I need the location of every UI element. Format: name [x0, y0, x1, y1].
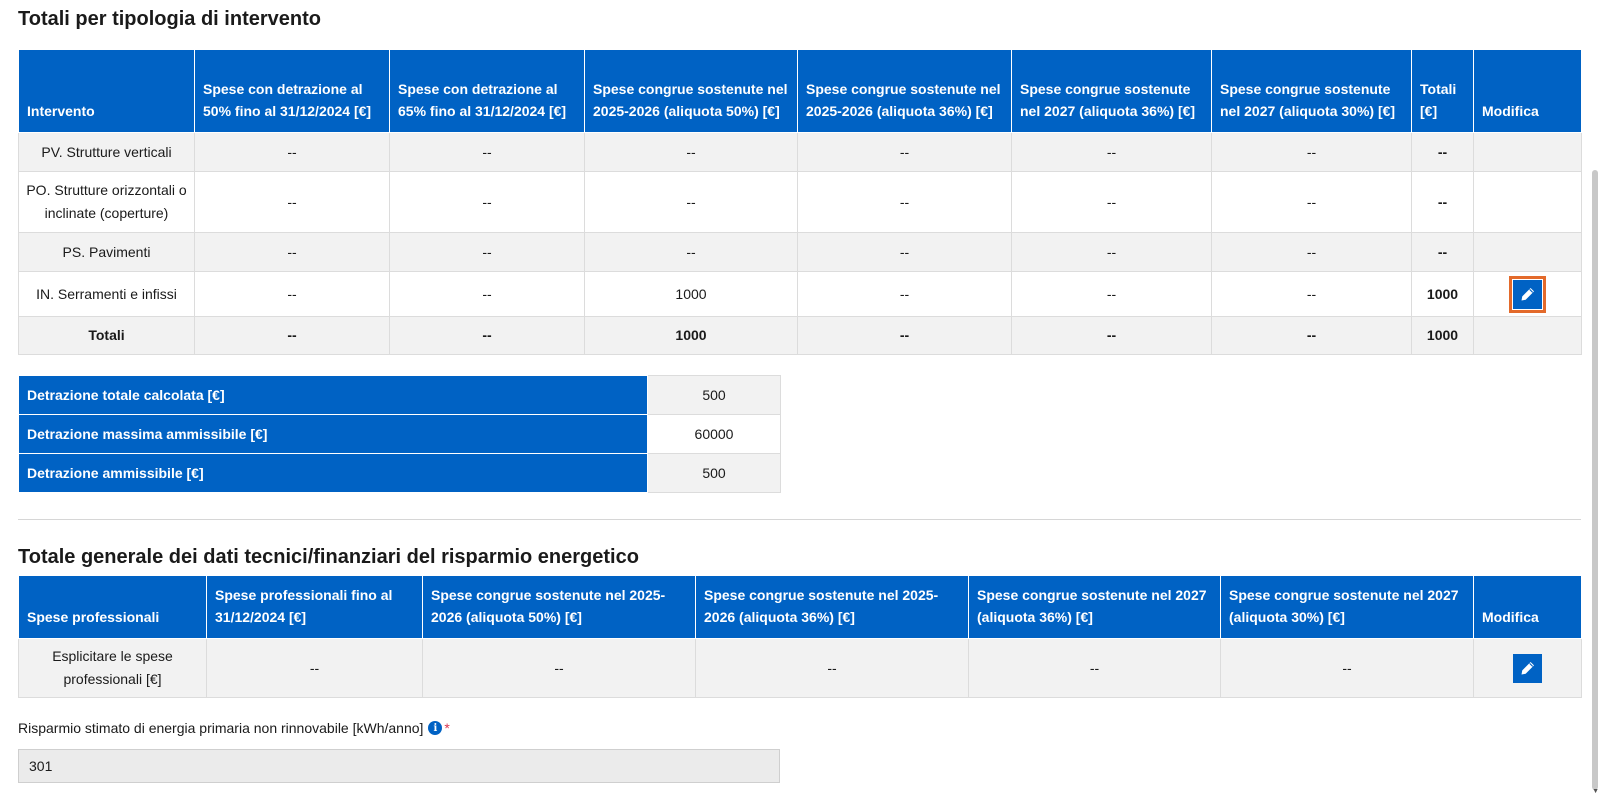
pencil-icon	[1520, 661, 1535, 676]
scrollbar-thumb[interactable]	[1592, 170, 1598, 790]
cell-value: --	[390, 317, 585, 355]
header-spese-50-2024: Spese con detrazione al 50% fino al 31/12/2024 [€]	[195, 50, 390, 133]
cell-value: --	[969, 639, 1221, 698]
cell-modifica-empty	[1474, 133, 1582, 172]
scroll-down-arrow-icon[interactable]: ▼	[1592, 788, 1599, 795]
cell-intervento: PO. Strutture orizzontali o inclinate (coperture)	[19, 172, 195, 233]
cell-value: --	[696, 639, 969, 698]
cell-value: --	[390, 272, 585, 317]
table-header-row	[19, 576, 1582, 639]
header-spese-prof-2024: Spese professionali fino al 31/12/2024 [€]	[207, 576, 423, 639]
cell-modifica-empty	[1474, 172, 1582, 233]
table-row	[19, 272, 1582, 317]
edit-serramenti-button[interactable]	[1513, 280, 1542, 309]
cell-modifica	[1474, 272, 1582, 317]
header-spese-2027-30: Spese congrue sostenute nel 2027 (aliquota 30%) [€]	[1212, 50, 1412, 133]
vertical-scrollbar[interactable]	[1590, 0, 1600, 801]
summary-value: 500	[648, 454, 781, 493]
cell-value: --	[195, 133, 390, 172]
summary-label: Detrazione ammissibile [€]	[19, 454, 648, 493]
energy-field-label	[18, 720, 450, 736]
cell-value: --	[1012, 233, 1212, 272]
cell-value: --	[195, 233, 390, 272]
cell-totale: --	[1412, 233, 1474, 272]
cell-spese-label: Esplicitare le spese professionali [€]	[19, 639, 207, 698]
summary-row	[19, 376, 781, 415]
edit-spese-professionali-button[interactable]	[1513, 654, 1542, 683]
cell-value: --	[585, 233, 798, 272]
header-spese-2027-36: Spese congrue sostenute nel 2027 (aliquota 36%) [€]	[969, 576, 1221, 639]
section-divider	[18, 519, 1581, 520]
energy-savings-input[interactable]	[18, 749, 780, 783]
cell-value: --	[1012, 317, 1212, 355]
cell-value: --	[423, 639, 696, 698]
cell-value: --	[1212, 233, 1412, 272]
cell-intervento: Totali	[19, 317, 195, 355]
summary-label: Detrazione massima ammissibile [€]	[19, 415, 648, 454]
header-spese-professionali: Spese professionali	[19, 576, 207, 639]
cell-value: 1000	[585, 272, 798, 317]
cell-modifica-empty	[1474, 233, 1582, 272]
cell-value: --	[1012, 272, 1212, 317]
cell-value: --	[1221, 639, 1474, 698]
cell-value: --	[1012, 133, 1212, 172]
cell-value: --	[195, 172, 390, 233]
summary-label: Detrazione totale calcolata [€]	[19, 376, 648, 415]
cell-value: --	[798, 172, 1012, 233]
summary-value: 500	[648, 376, 781, 415]
cell-value: --	[195, 272, 390, 317]
cell-totale: 1000	[1412, 272, 1474, 317]
table-row	[19, 133, 1582, 172]
table-row-totali	[19, 317, 1582, 355]
header-spese-2025-2026-50: Spese congrue sostenute nel 2025-2026 (aliquota 50%) [€]	[423, 576, 696, 639]
table-row	[19, 639, 1582, 698]
cell-intervento: PV. Strutture verticali	[19, 133, 195, 172]
pencil-icon	[1520, 287, 1535, 302]
cell-value: --	[1212, 133, 1412, 172]
cell-intervento: IN. Serramenti e infissi	[19, 272, 195, 317]
cell-totale: 1000	[1412, 317, 1474, 355]
cell-value: --	[390, 133, 585, 172]
header-spese-2027-36: Spese congrue sostenute nel 2027 (aliquota 36%) [€]	[1012, 50, 1212, 133]
required-asterisk: *	[444, 720, 450, 736]
cell-value: --	[1212, 272, 1412, 317]
cell-value: --	[390, 233, 585, 272]
cell-value: 1000	[585, 317, 798, 355]
info-icon[interactable]: i	[428, 721, 442, 735]
spese-professionali-table	[18, 575, 1582, 698]
cell-value: --	[1212, 317, 1412, 355]
energy-label-text: Risparmio stimato di energia primaria non rinnovabile [kWh/anno]	[18, 720, 424, 736]
detrazione-summary-table	[18, 375, 781, 493]
cell-value: --	[1012, 172, 1212, 233]
summary-row	[19, 454, 781, 493]
cell-value: --	[195, 317, 390, 355]
cell-modifica-empty	[1474, 317, 1582, 355]
header-modifica: Modifica	[1474, 50, 1582, 133]
header-spese-65-2024: Spese con detrazione al 65% fino al 31/12/2024 [€]	[390, 50, 585, 133]
energy-savings-value: 301	[29, 758, 53, 774]
header-spese-2027-30: Spese congrue sostenute nel 2027 (aliquota 30%) [€]	[1221, 576, 1474, 639]
table-row	[19, 233, 1582, 272]
summary-value: 60000	[648, 415, 781, 454]
cell-intervento: PS. Pavimenti	[19, 233, 195, 272]
cell-value: --	[798, 233, 1012, 272]
totali-intervento-table	[18, 49, 1582, 355]
header-spese-2025-2026-36: Spese congrue sostenute nel 2025-2026 (aliquota 36%) [€]	[798, 50, 1012, 133]
cell-value: --	[798, 272, 1012, 317]
header-modifica: Modifica	[1474, 576, 1582, 639]
cell-totale: --	[1412, 172, 1474, 233]
header-spese-2025-2026-36: Spese congrue sostenute nel 2025-2026 (aliquota 36%) [€]	[696, 576, 969, 639]
cell-modifica	[1474, 639, 1582, 698]
cell-totale: --	[1412, 133, 1474, 172]
header-totali: Totali [€]	[1412, 50, 1474, 133]
summary-row	[19, 415, 781, 454]
cell-value: --	[585, 172, 798, 233]
table-header-row	[19, 50, 1582, 133]
cell-value: --	[585, 133, 798, 172]
table-row	[19, 172, 1582, 233]
cell-value: --	[390, 172, 585, 233]
header-intervento: Intervento	[19, 50, 195, 133]
cell-value: --	[798, 317, 1012, 355]
cell-value: --	[1212, 172, 1412, 233]
cell-value: --	[798, 133, 1012, 172]
section-title-totali-intervento: Totali per tipologia di intervento	[18, 8, 321, 30]
cell-value: --	[207, 639, 423, 698]
header-spese-2025-2026-50: Spese congrue sostenute nel 2025-2026 (aliquota 50%) [€]	[585, 50, 798, 133]
section-title-totale-generale: Totale generale dei dati tecnici/finanziari del risparmio energetico	[18, 546, 639, 568]
